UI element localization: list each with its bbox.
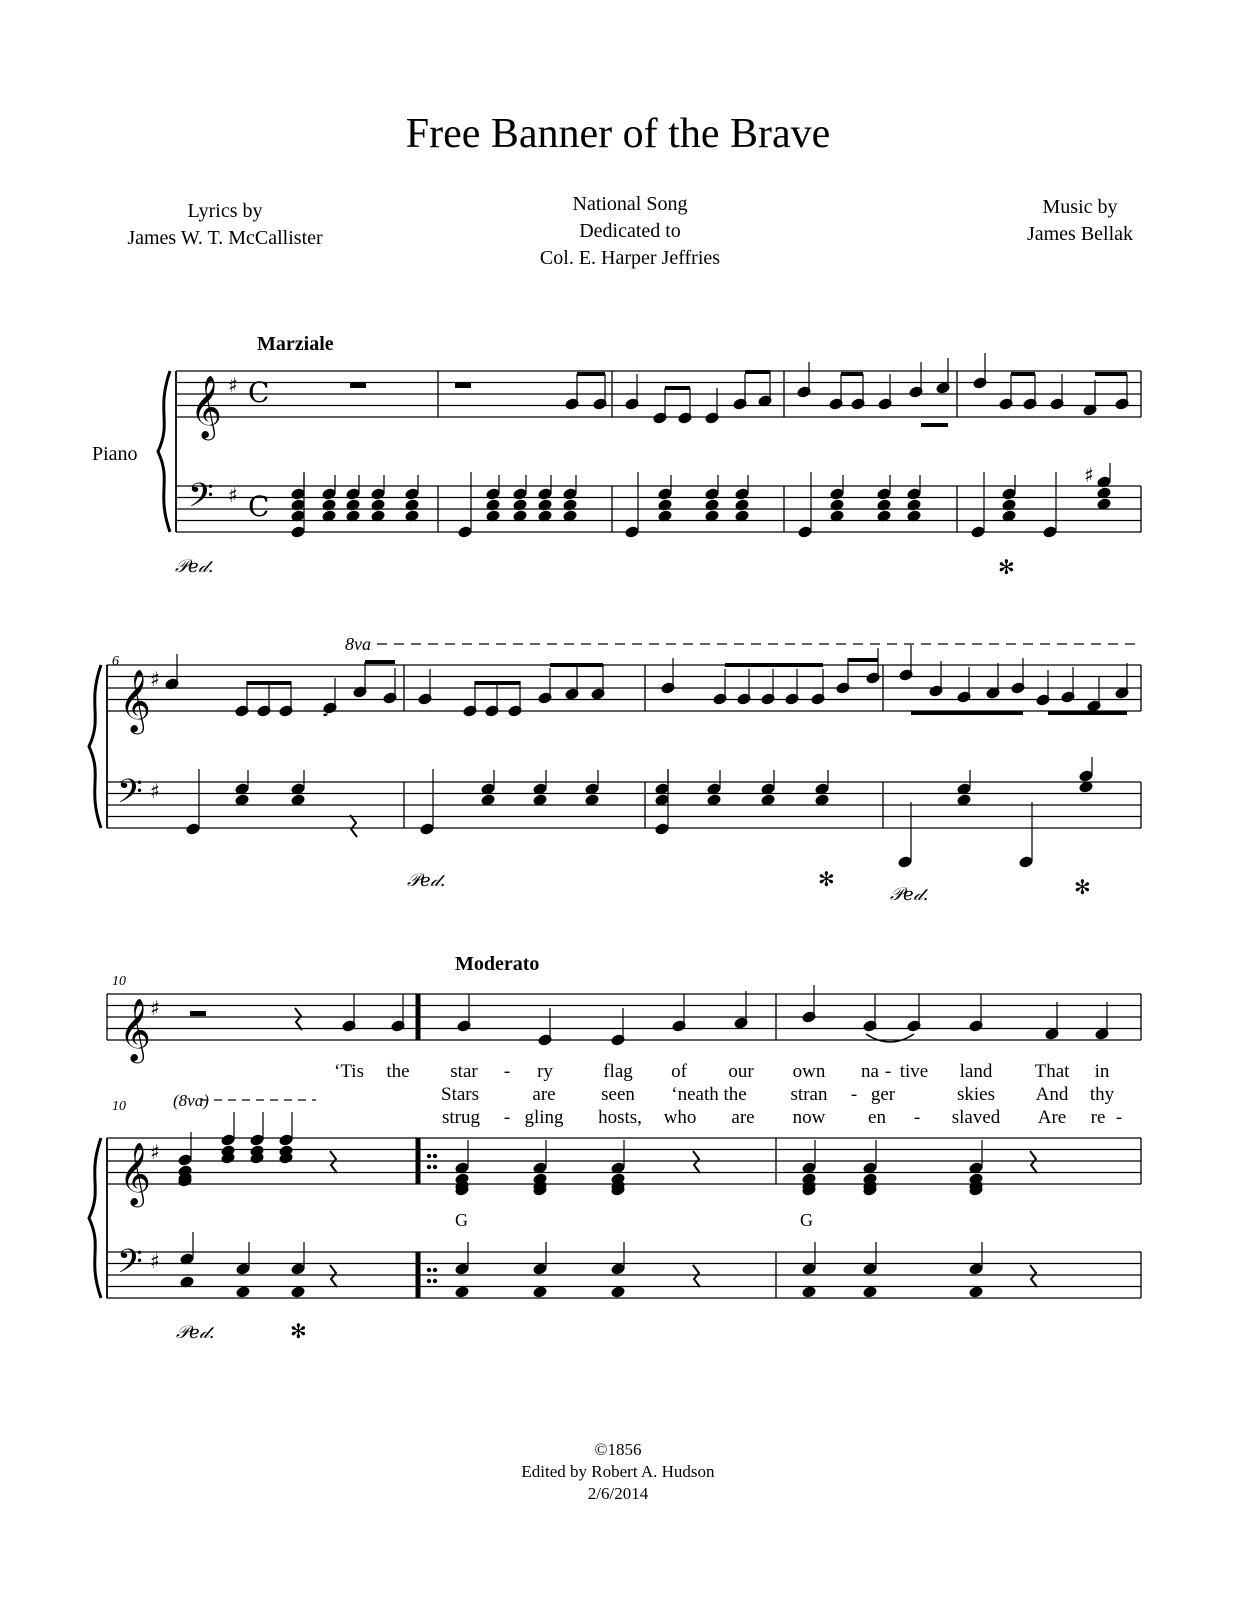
chord-symbol-1: G xyxy=(455,1210,468,1230)
lyric-syllable: And xyxy=(1035,1084,1069,1105)
repeat-dot xyxy=(427,1154,431,1158)
lyric-syllable: now xyxy=(792,1107,826,1128)
lyrics-credit-label: Lyrics by xyxy=(187,200,263,222)
quarter-rest xyxy=(330,1151,337,1173)
repeat-dot xyxy=(427,1165,431,1169)
notehead xyxy=(585,794,599,806)
ottava-mark-paren: (8va) xyxy=(173,1091,209,1110)
ottava-mark: 8va xyxy=(345,634,371,654)
lyric-syllable: ‘Tis xyxy=(334,1061,364,1082)
key-signature-sharp: ♯ xyxy=(228,373,238,397)
editor-credit: Edited by Robert A. Hudson xyxy=(521,1462,715,1481)
notehead xyxy=(830,488,844,500)
instrument-label: Piano xyxy=(92,443,138,465)
notehead xyxy=(798,526,812,538)
repeat-dot xyxy=(427,1279,431,1283)
notehead xyxy=(533,794,547,806)
treble-clef: 𝄞 xyxy=(119,1142,151,1205)
time-signature: C xyxy=(248,490,270,523)
bass-clef: 𝄢 xyxy=(117,1243,143,1289)
treble-clef: 𝄞 xyxy=(190,375,222,438)
repeat-dot xyxy=(433,1165,437,1169)
notehead xyxy=(611,1286,625,1298)
notehead xyxy=(969,1286,983,1298)
notehead xyxy=(969,1263,983,1275)
lyric-syllable: Are xyxy=(1037,1107,1067,1128)
notehead xyxy=(236,1263,250,1275)
notehead xyxy=(322,488,336,500)
notehead xyxy=(371,488,385,500)
composer-name: James Bellak xyxy=(1026,223,1134,245)
treble-clef: 𝄞 xyxy=(119,669,151,732)
notehead xyxy=(802,1263,816,1275)
quarter-rest xyxy=(693,1151,700,1173)
notehead xyxy=(291,488,305,500)
notehead xyxy=(291,1286,305,1298)
lyric-syllable: gling xyxy=(524,1107,564,1128)
notehead xyxy=(898,856,912,868)
notehead xyxy=(346,488,360,500)
bass-clef: 𝄢 xyxy=(188,477,214,523)
dedication-line-2: Dedicated to xyxy=(579,220,681,242)
notehead xyxy=(178,1154,192,1166)
key-signature-sharp: ♯ xyxy=(150,1140,160,1164)
notehead xyxy=(877,488,891,500)
music-credit-label: Music by xyxy=(1042,196,1118,218)
treble-clef: 𝄞 xyxy=(119,998,151,1061)
notehead xyxy=(486,488,500,500)
quarter-rest xyxy=(295,1008,302,1030)
lyric-syllable: strug xyxy=(442,1107,480,1128)
notehead xyxy=(533,1263,547,1275)
time-signature: C xyxy=(248,376,270,409)
key-signature-sharp: ♯ xyxy=(150,996,160,1020)
lyric-syllable: our xyxy=(728,1061,754,1082)
lyricist-name: James W. T. McCallister xyxy=(127,227,323,249)
pedal-mark: 𝒫𝑒𝒹. xyxy=(407,870,446,891)
notehead xyxy=(405,488,419,500)
notehead xyxy=(186,823,200,835)
lyric-syllable: the xyxy=(386,1061,410,1082)
notehead xyxy=(735,488,749,500)
lyric-syllable: skies xyxy=(957,1084,995,1105)
key-signature-sharp: ♯ xyxy=(228,483,238,507)
lyric-syllable: slaved xyxy=(951,1107,1001,1128)
dedication-line-1: National Song xyxy=(572,193,688,215)
whole-rest xyxy=(350,383,366,388)
lyric-hyphen: - xyxy=(850,1084,858,1105)
notehead xyxy=(1019,856,1033,868)
notehead xyxy=(705,488,719,500)
measure-number-10-voice: 10 xyxy=(112,974,126,989)
notehead xyxy=(611,1263,625,1275)
repeat-dot xyxy=(433,1268,437,1272)
measure-number-6: 6 xyxy=(112,654,119,669)
notehead xyxy=(221,1134,235,1146)
brace xyxy=(89,1138,101,1298)
key-signature-sharp: ♯ xyxy=(150,667,160,691)
notehead xyxy=(761,794,775,806)
notehead xyxy=(279,1134,293,1146)
notehead xyxy=(863,1286,877,1298)
notehead xyxy=(658,488,672,500)
grace-note: ♪ xyxy=(322,701,333,720)
tempo-moderato: Moderato xyxy=(455,953,540,975)
lyric-syllable: in xyxy=(1094,1061,1110,1082)
lyric-syllable: ger xyxy=(870,1084,896,1105)
notehead xyxy=(455,1286,469,1298)
key-signature-sharp: ♯ xyxy=(150,1249,160,1273)
notehead xyxy=(250,1134,264,1146)
lyric-syllable: thy xyxy=(1089,1084,1115,1105)
notehead xyxy=(563,488,577,500)
quarter-rest xyxy=(330,1265,337,1287)
lyric-syllable: ry xyxy=(537,1061,553,1082)
pedal-mark: 𝒫𝑒𝒹. xyxy=(175,556,214,577)
measure-number-10-piano: 10 xyxy=(112,1099,126,1114)
lyric-syllable: ‘neath the xyxy=(671,1084,747,1105)
lyric-syllable: Stars xyxy=(441,1084,479,1105)
notehead xyxy=(625,526,639,538)
chord-symbol-2: G xyxy=(800,1210,813,1230)
slur xyxy=(866,1034,914,1042)
copyright-year: ©1856 xyxy=(594,1440,642,1459)
lyric-syllable: hosts, xyxy=(598,1107,642,1128)
notehead xyxy=(655,794,669,806)
notehead xyxy=(533,1286,547,1298)
half-rest xyxy=(190,1011,206,1016)
lyric-syllable: are xyxy=(731,1107,755,1128)
notehead xyxy=(707,794,721,806)
lyric-syllable: That xyxy=(1034,1061,1070,1082)
edit-date: 2/6/2014 xyxy=(587,1484,649,1503)
lyric-hyphen: - xyxy=(1115,1107,1123,1128)
notehead xyxy=(291,1263,305,1275)
pedal-release-mark: ✻ xyxy=(290,1319,307,1343)
key-signature-sharp: ♯ xyxy=(150,779,160,803)
notehead xyxy=(458,526,472,538)
notehead xyxy=(236,1286,250,1298)
repeat-dot xyxy=(433,1154,437,1158)
lyric-hyphen: - xyxy=(503,1061,511,1082)
notehead xyxy=(481,794,495,806)
lyric-hyphen: - xyxy=(503,1107,511,1128)
lyric-syllable: own xyxy=(792,1061,826,1082)
notehead xyxy=(235,794,249,806)
lyric-syllable: of xyxy=(671,1061,687,1082)
lyric-syllable: are xyxy=(532,1084,556,1105)
lyric-syllable: na xyxy=(861,1061,879,1082)
accidental-sharp: ♯ xyxy=(1084,463,1094,487)
quarter-rest xyxy=(693,1265,700,1287)
lyric-hyphen: - xyxy=(913,1107,921,1128)
notehead xyxy=(420,823,434,835)
quarter-rest xyxy=(1030,1151,1037,1173)
brace xyxy=(89,665,101,828)
notehead xyxy=(802,1286,816,1298)
lyric-hyphen: - xyxy=(884,1061,892,1082)
lyric-syllable: re xyxy=(1090,1107,1106,1128)
quarter-rest xyxy=(350,815,357,837)
notehead xyxy=(1043,526,1057,538)
dedication-line-3: Col. E. Harper Jeffries xyxy=(539,247,721,269)
notehead xyxy=(1079,781,1093,793)
notehead xyxy=(455,1263,469,1275)
lyric-syllable: en xyxy=(868,1107,886,1128)
lyric-syllable: star xyxy=(450,1061,478,1082)
notehead xyxy=(971,526,985,538)
pedal-release-mark: ✻ xyxy=(998,555,1015,579)
notehead xyxy=(1097,498,1111,510)
brace xyxy=(158,371,170,532)
lyric-syllable: who xyxy=(663,1107,697,1128)
lyric-syllable: flag xyxy=(603,1061,633,1082)
notehead xyxy=(538,488,552,500)
lyric-syllable: land xyxy=(959,1061,993,1082)
notehead xyxy=(957,794,971,806)
quarter-rest xyxy=(1030,1265,1037,1287)
pedal-mark: 𝒫𝑒𝒹. xyxy=(176,1322,215,1343)
half-rest xyxy=(455,383,471,388)
lyric-syllable: seen xyxy=(601,1084,635,1105)
lyric-syllable: tive xyxy=(899,1061,929,1082)
pedal-mark: 𝒫𝑒𝒹. xyxy=(890,884,929,905)
lyric-syllable: stran xyxy=(790,1084,828,1105)
notehead xyxy=(1079,770,1093,782)
notehead xyxy=(513,488,527,500)
repeat-dot xyxy=(427,1268,431,1272)
notehead xyxy=(655,823,669,835)
pedal-release-mark: ✻ xyxy=(1074,875,1091,899)
repeat-dot xyxy=(433,1279,437,1283)
notehead xyxy=(907,488,921,500)
notehead xyxy=(291,794,305,806)
bass-clef: 𝄢 xyxy=(117,773,143,819)
pedal-release-mark: ✻ xyxy=(818,867,835,891)
notehead xyxy=(863,1263,877,1275)
song-title: Free Banner of the Brave xyxy=(405,111,831,157)
notehead xyxy=(1002,488,1016,500)
notehead xyxy=(815,794,829,806)
notehead xyxy=(291,526,305,538)
tempo-marziale: Marziale xyxy=(257,333,334,355)
